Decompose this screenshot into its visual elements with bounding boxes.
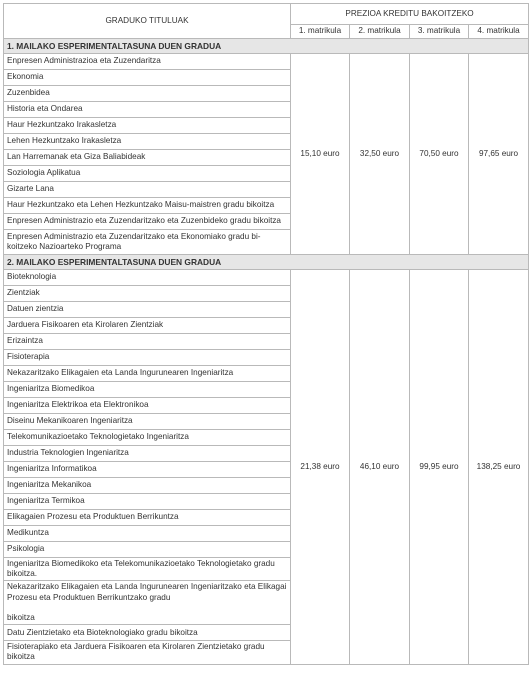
degree-name: Fisioterapiako eta Jarduera Fisikoaren eta Kirolaren Zientzietako gradu bikoitza — [4, 641, 291, 664]
degree-name: Gizarte Lana — [4, 182, 291, 198]
price-enrollment-4: 138,25 euro — [469, 270, 529, 665]
degree-name: Lehen Hezkuntzako Irakasletza — [4, 134, 291, 150]
degree-name: Zuzenbidea — [4, 86, 291, 102]
degree-name: Ingeniaritza Elektrikoa eta Elektronikoa — [4, 398, 291, 414]
degree-name: Psikologia — [4, 542, 291, 558]
group-title: 2. MAILAKO ESPERIMENTALTASUNA DUEN GRADUA — [4, 255, 529, 270]
degree-name: Erizaintza — [4, 334, 291, 350]
enrollment-3-header: 3. matrikula — [410, 25, 469, 39]
degree-name: Datuen zientzia — [4, 302, 291, 318]
degree-name: Diseinu Mekanikoaren Ingeniaritza — [4, 414, 291, 430]
degree-name: Nekazaritzako Elikagaien eta Landa Ingurunearen Ingeniaritzako eta Elikagai Prozesu eta Produktuen Berrikuntzako gradu bikoitza — [4, 581, 291, 625]
price-enrollment-1: 15,10 euro — [291, 54, 350, 255]
degree-name: Ingeniaritza Biomedikoko eta Telekomunikazioetako Teknologietako gradu bikoitza. — [4, 558, 291, 581]
degree-name: Fisioterapia — [4, 350, 291, 366]
fees-body — [4, 39, 529, 665]
degrees-column-header: GRADUKO TITULUAK — [4, 4, 291, 39]
degree-name: Zientziak — [4, 286, 291, 302]
degree-name: Enpresen Administrazioa eta Zuzendaritza — [4, 54, 291, 70]
degree-name: Ingeniaritza Informatikoa — [4, 462, 291, 478]
degree-name: Medikuntza — [4, 526, 291, 542]
degree-name: Haur Hezkuntzako Irakasletza — [4, 118, 291, 134]
degree-name: Ingeniaritza Termikoa — [4, 494, 291, 510]
degree-name: Haur Hezkuntzako eta Lehen Hezkuntzako Maisu-maistren gradu bikoitza — [4, 198, 291, 214]
table-row — [4, 54, 529, 70]
enrollment-4-header: 4. matrikula — [469, 25, 529, 39]
price-enrollment-3: 99,95 euro — [410, 270, 469, 665]
degree-name: Bioteknologia — [4, 270, 291, 286]
degree-name: Enpresen Administrazio eta Zuzendaritzako eta Zuzenbideko gradu bikoitza — [4, 214, 291, 230]
enrollment-1-header: 1. matrikula — [291, 25, 350, 39]
price-enrollment-3: 70,50 euro — [410, 54, 469, 255]
degree-name: Soziologia Aplikatua — [4, 166, 291, 182]
degree-name: Ingeniaritza Mekanikoa — [4, 478, 291, 494]
group-header-row — [4, 39, 529, 54]
degree-name: Elikagaien Prozesu eta Produktuen Berrikuntza — [4, 510, 291, 526]
group-title: 1. MAILAKO ESPERIMENTALTASUNA DUEN GRADUA — [4, 39, 529, 54]
price-enrollment-2: 32,50 euro — [350, 54, 410, 255]
price-per-credit-header: PREZIOA KREDITU BAKOITZEKO — [291, 4, 529, 25]
degree-name: Enpresen Administrazio eta Zuzendaritzako eta Ekonomiako gradu bi-koitzeko Nazioarteko Programa — [4, 230, 291, 255]
tuition-fee-table — [3, 3, 529, 665]
degree-name: Datu Zientzietako eta Bioteknologiako gradu bikoitza — [4, 625, 291, 641]
degree-name: Jarduera Fisikoaren eta Kirolaren Zientziak — [4, 318, 291, 334]
table-row — [4, 270, 529, 286]
degree-name: Ingeniaritza Biomedikoa — [4, 382, 291, 398]
degree-name: Lan Harremanak eta Giza Baliabideak — [4, 150, 291, 166]
price-enrollment-2: 46,10 euro — [350, 270, 410, 665]
degree-name: Industria Teknologien Ingeniaritza — [4, 446, 291, 462]
degree-name: Telekomunikazioetako Teknologietako Ingeniaritza — [4, 430, 291, 446]
price-enrollment-1: 21,38 euro — [291, 270, 350, 665]
degree-name: Ekonomia — [4, 70, 291, 86]
degree-name: Historia eta Ondarea — [4, 102, 291, 118]
group-header-row — [4, 255, 529, 270]
degree-name: Nekazaritzako Elikagaien eta Landa Ingurunearen Ingeniaritza — [4, 366, 291, 382]
enrollment-2-header: 2. matrikula — [350, 25, 410, 39]
price-enrollment-4: 97,65 euro — [469, 54, 529, 255]
